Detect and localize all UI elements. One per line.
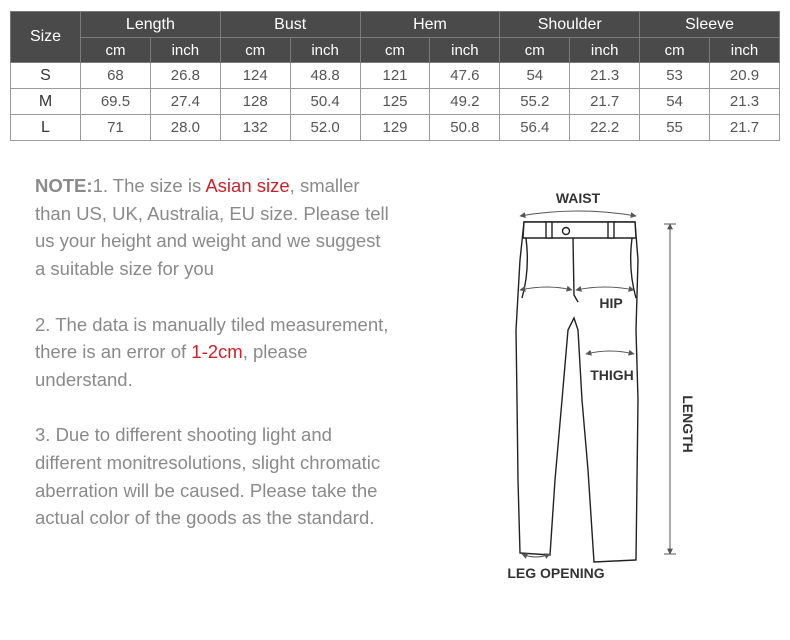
- leg-opening-label: LEG OPENING: [507, 565, 605, 581]
- unit-header-inch: inch: [150, 38, 220, 63]
- hip-label: HIP: [599, 295, 623, 311]
- table-cell: 54: [500, 63, 570, 89]
- unit-header-cm: cm: [640, 38, 710, 63]
- note-1-rest: , smaller than US, UK, Australia, EU size. Please tell us your height and weight and we suggest a suitable size for you: [35, 175, 389, 280]
- unit-header-cm: cm: [220, 38, 290, 63]
- size-cell: L: [11, 115, 81, 141]
- table-cell: 69.5: [81, 89, 151, 115]
- unit-header-inch: inch: [710, 38, 780, 63]
- note-label: NOTE:: [35, 175, 93, 196]
- table-cell: 68: [81, 63, 151, 89]
- note-2: [35, 311, 395, 394]
- table-cell: 26.8: [150, 63, 220, 89]
- table-cell: 55.2: [500, 89, 570, 115]
- unit-header-cm: cm: [81, 38, 151, 63]
- note-1-text: 1. The size is: [92, 175, 206, 196]
- table-cell: 124: [220, 63, 290, 89]
- table-cell: 22.2: [570, 115, 640, 141]
- table-cell: 21.7: [710, 115, 780, 141]
- table-cell: 21.3: [570, 63, 640, 89]
- table-cell: 48.8: [290, 63, 360, 89]
- table-cell: 71: [81, 115, 151, 141]
- shoulder-header: Shoulder: [500, 12, 640, 38]
- table-cell: 121: [360, 63, 430, 89]
- note-2-rest: , please understand.: [35, 341, 308, 390]
- table-cell: 21.7: [570, 89, 640, 115]
- thigh-label: THIGH: [590, 367, 634, 383]
- table-row: [11, 115, 780, 141]
- table-cell: 28.0: [150, 115, 220, 141]
- table-cell: 53: [640, 63, 710, 89]
- table-cell: 55: [640, 115, 710, 141]
- note-3: 3. Due to different shooting light and different monitresolutions, slight chromatic aberration will be caused. Please take the actual color of the goods as the standard.: [35, 424, 381, 529]
- table-cell: 20.9: [710, 63, 780, 89]
- table-cell: 125: [360, 89, 430, 115]
- table-cell: 52.0: [290, 115, 360, 141]
- table-cell: 50.8: [430, 115, 500, 141]
- table-row: [11, 63, 780, 89]
- table-header-groups: [11, 12, 780, 38]
- hem-header: Hem: [360, 12, 500, 38]
- pants-illustration: [516, 222, 638, 562]
- unit-header-cm: cm: [360, 38, 430, 63]
- waist-label: WAIST: [555, 190, 601, 206]
- table-cell: 47.6: [430, 63, 500, 89]
- sleeve-header: Sleeve: [640, 12, 780, 38]
- note-2-text: 2. The data is manually tiled measurement, there is an error of: [35, 313, 389, 363]
- size-table: [10, 11, 780, 141]
- table-cell: 54: [640, 89, 710, 115]
- length-label: LENGTH: [680, 395, 696, 453]
- bust-header: Bust: [220, 12, 360, 38]
- pants-measurement-diagram: [470, 180, 720, 600]
- table-cell: 21.3: [710, 89, 780, 115]
- unit-header-inch: inch: [430, 38, 500, 63]
- table-cell: 129: [360, 115, 430, 141]
- note-1-highlight: Asian size: [205, 175, 290, 196]
- table-cell: 27.4: [150, 89, 220, 115]
- note-1: [35, 172, 395, 283]
- waist-measure: [520, 190, 636, 216]
- table-cell: 132: [220, 115, 290, 141]
- length-header: Length: [81, 12, 221, 38]
- length-measure: [664, 224, 696, 554]
- table-cell: 49.2: [430, 89, 500, 115]
- unit-header-inch: inch: [290, 38, 360, 63]
- size-cell: M: [11, 89, 81, 115]
- table-row: [11, 89, 780, 115]
- leg-opening-measure: [507, 554, 604, 581]
- table-header-units: [11, 38, 780, 63]
- size-column-header: Size: [11, 12, 81, 63]
- table-cell: 50.4: [290, 89, 360, 115]
- table-cell: 56.4: [500, 115, 570, 141]
- unit-header-inch: inch: [570, 38, 640, 63]
- size-cell: S: [11, 63, 81, 89]
- unit-header-cm: cm: [500, 38, 570, 63]
- table-cell: 128: [220, 89, 290, 115]
- size-notes: [35, 172, 395, 560]
- note-2-highlight: 1-2cm: [191, 341, 243, 363]
